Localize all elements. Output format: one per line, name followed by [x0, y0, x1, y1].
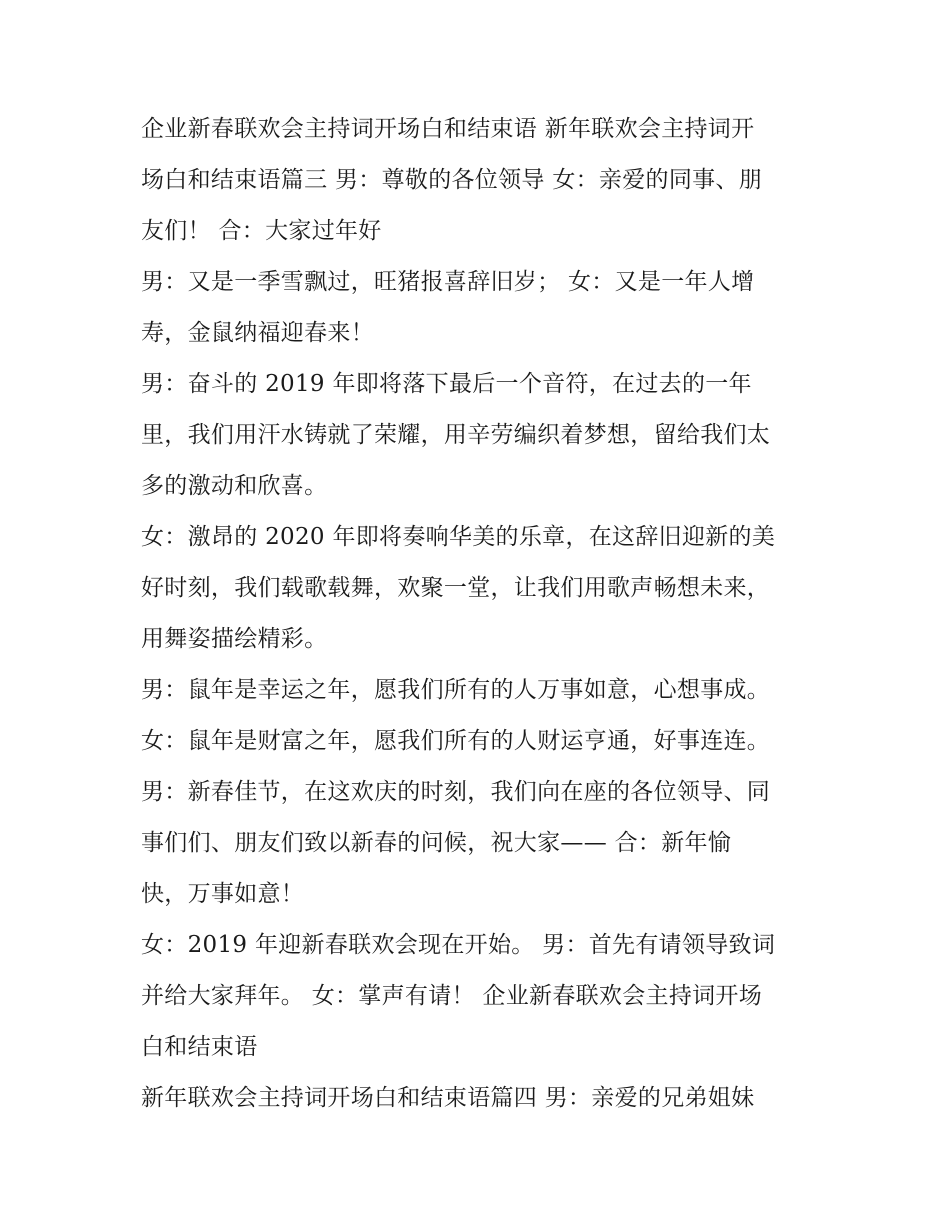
- text-line: 企业新春联欢会主持词开场白和结束语 新年联欢会主持词开: [141, 116, 755, 142]
- text-line: 男：新春佳节，在这欢庆的时刻，我们向在座的各位领导、同: [141, 779, 771, 805]
- text-line: 女：激昂的 2020 年即将奏响华美的乐章，在这辞旧迎新的美: [141, 524, 776, 550]
- text-line: 里，我们用汗水铸就了荣耀，用辛劳编织着梦想，留给我们太: [141, 422, 771, 448]
- text-line: 寿，金鼠纳福迎春来！: [141, 320, 374, 346]
- text-line: 男：鼠年是幸运之年，愿我们所有的人万事如意，心想事成。: [141, 677, 771, 703]
- text-line: 事们们、朋友们致以新春的问候，祝大家—— 合：新年愉: [141, 830, 732, 856]
- text-line: 女：鼠年是财富之年，愿我们所有的人财运亨通，好事连连。: [141, 728, 771, 754]
- text-line: 并给大家拜年。 女：掌声有请！ 企业新春联欢会主持词开场: [141, 983, 763, 1009]
- text-line: 用舞姿描绘精彩。: [141, 626, 328, 652]
- text-line: 男：奋斗的 2019 年即将落下最后一个音符，在过去的一年: [141, 371, 752, 397]
- document-body: [141, 104, 821, 1124]
- text-line: 男：又是一季雪飘过，旺猪报喜辞旧岁； 女：又是一年人增: [141, 269, 755, 295]
- text-line: 白和结束语: [141, 1034, 258, 1060]
- text-line: 新年联欢会主持词开场白和结束语篇四 男：亲爱的兄弟姐妹: [141, 1085, 755, 1111]
- text-line: 场白和结束语篇三 男：尊敬的各位领导 女：亲爱的同事、朋: [141, 167, 763, 193]
- text-line: 女：2019 年迎新春联欢会现在开始。 男：首先有请领导致词: [141, 932, 776, 958]
- text-line: 快，万事如意！: [141, 881, 305, 907]
- text-line: 多的激动和欣喜。: [141, 473, 328, 499]
- text-line: 好时刻，我们载歌载舞，欢聚一堂，让我们用歌声畅想未来，: [141, 575, 771, 601]
- text-line: 友们！ 合：大家过年好: [141, 218, 382, 244]
